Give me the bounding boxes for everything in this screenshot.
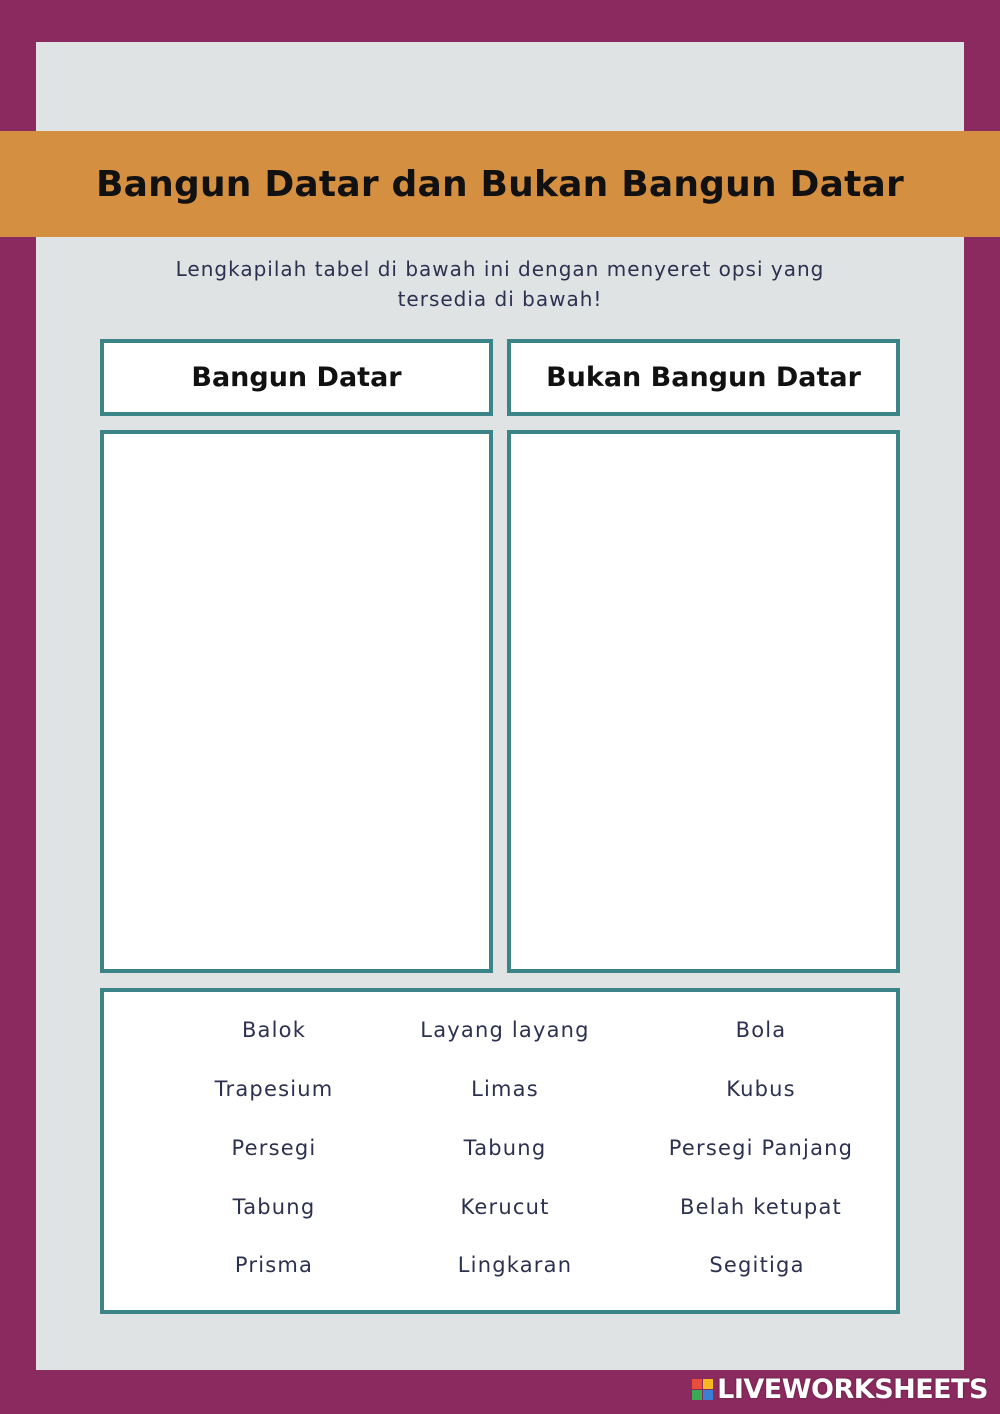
option-layang-layang[interactable]: Layang layang	[420, 1018, 590, 1042]
option-segitiga[interactable]: Segitiga	[709, 1253, 805, 1277]
liveworksheets-brand[interactable]	[692, 1374, 988, 1405]
option-balok[interactable]: Balok	[241, 1018, 307, 1042]
option-lingkaran[interactable]: Lingkaran	[457, 1253, 573, 1277]
option-bola[interactable]: Bola	[735, 1018, 787, 1042]
option-belah-ketupat[interactable]: Belah ketupat	[680, 1195, 842, 1219]
option-tabung[interactable]: Tabung	[463, 1136, 547, 1160]
liveworksheets-logo-icon	[692, 1379, 713, 1400]
option-kerucut[interactable]: Kerucut	[460, 1195, 550, 1219]
option-prisma[interactable]: Prisma	[234, 1253, 314, 1277]
options-panel	[100, 988, 900, 1314]
option-trapesium[interactable]: Trapesium	[214, 1077, 334, 1101]
drop-zone-bukan-bangun-datar[interactable]	[507, 430, 900, 973]
option-persegi-panjang[interactable]: Persegi Panjang	[668, 1136, 854, 1160]
option-kubus[interactable]: Kubus	[726, 1077, 796, 1101]
drop-zone-bangun-datar[interactable]	[100, 430, 493, 973]
column-header-bukan-bangun-datar: Bukan Bangun Datar	[507, 339, 900, 416]
column-header-bangun-datar: Bangun Datar	[100, 339, 493, 416]
option-limas[interactable]: Limas	[471, 1077, 539, 1101]
title-banner	[0, 131, 1000, 237]
worksheet-title: Bangun Datar dan Bukan Bangun Datar	[96, 163, 904, 205]
option-persegi[interactable]: Persegi	[231, 1136, 317, 1160]
instructions-text: Lengkapilah tabel di bawah ini dengan menyeret opsi yang tersedia di bawah!	[175, 257, 825, 311]
option-tabung-2[interactable]: Tabung	[232, 1195, 316, 1219]
brand-name: LIVEWORKSHEETS	[717, 1374, 988, 1405]
